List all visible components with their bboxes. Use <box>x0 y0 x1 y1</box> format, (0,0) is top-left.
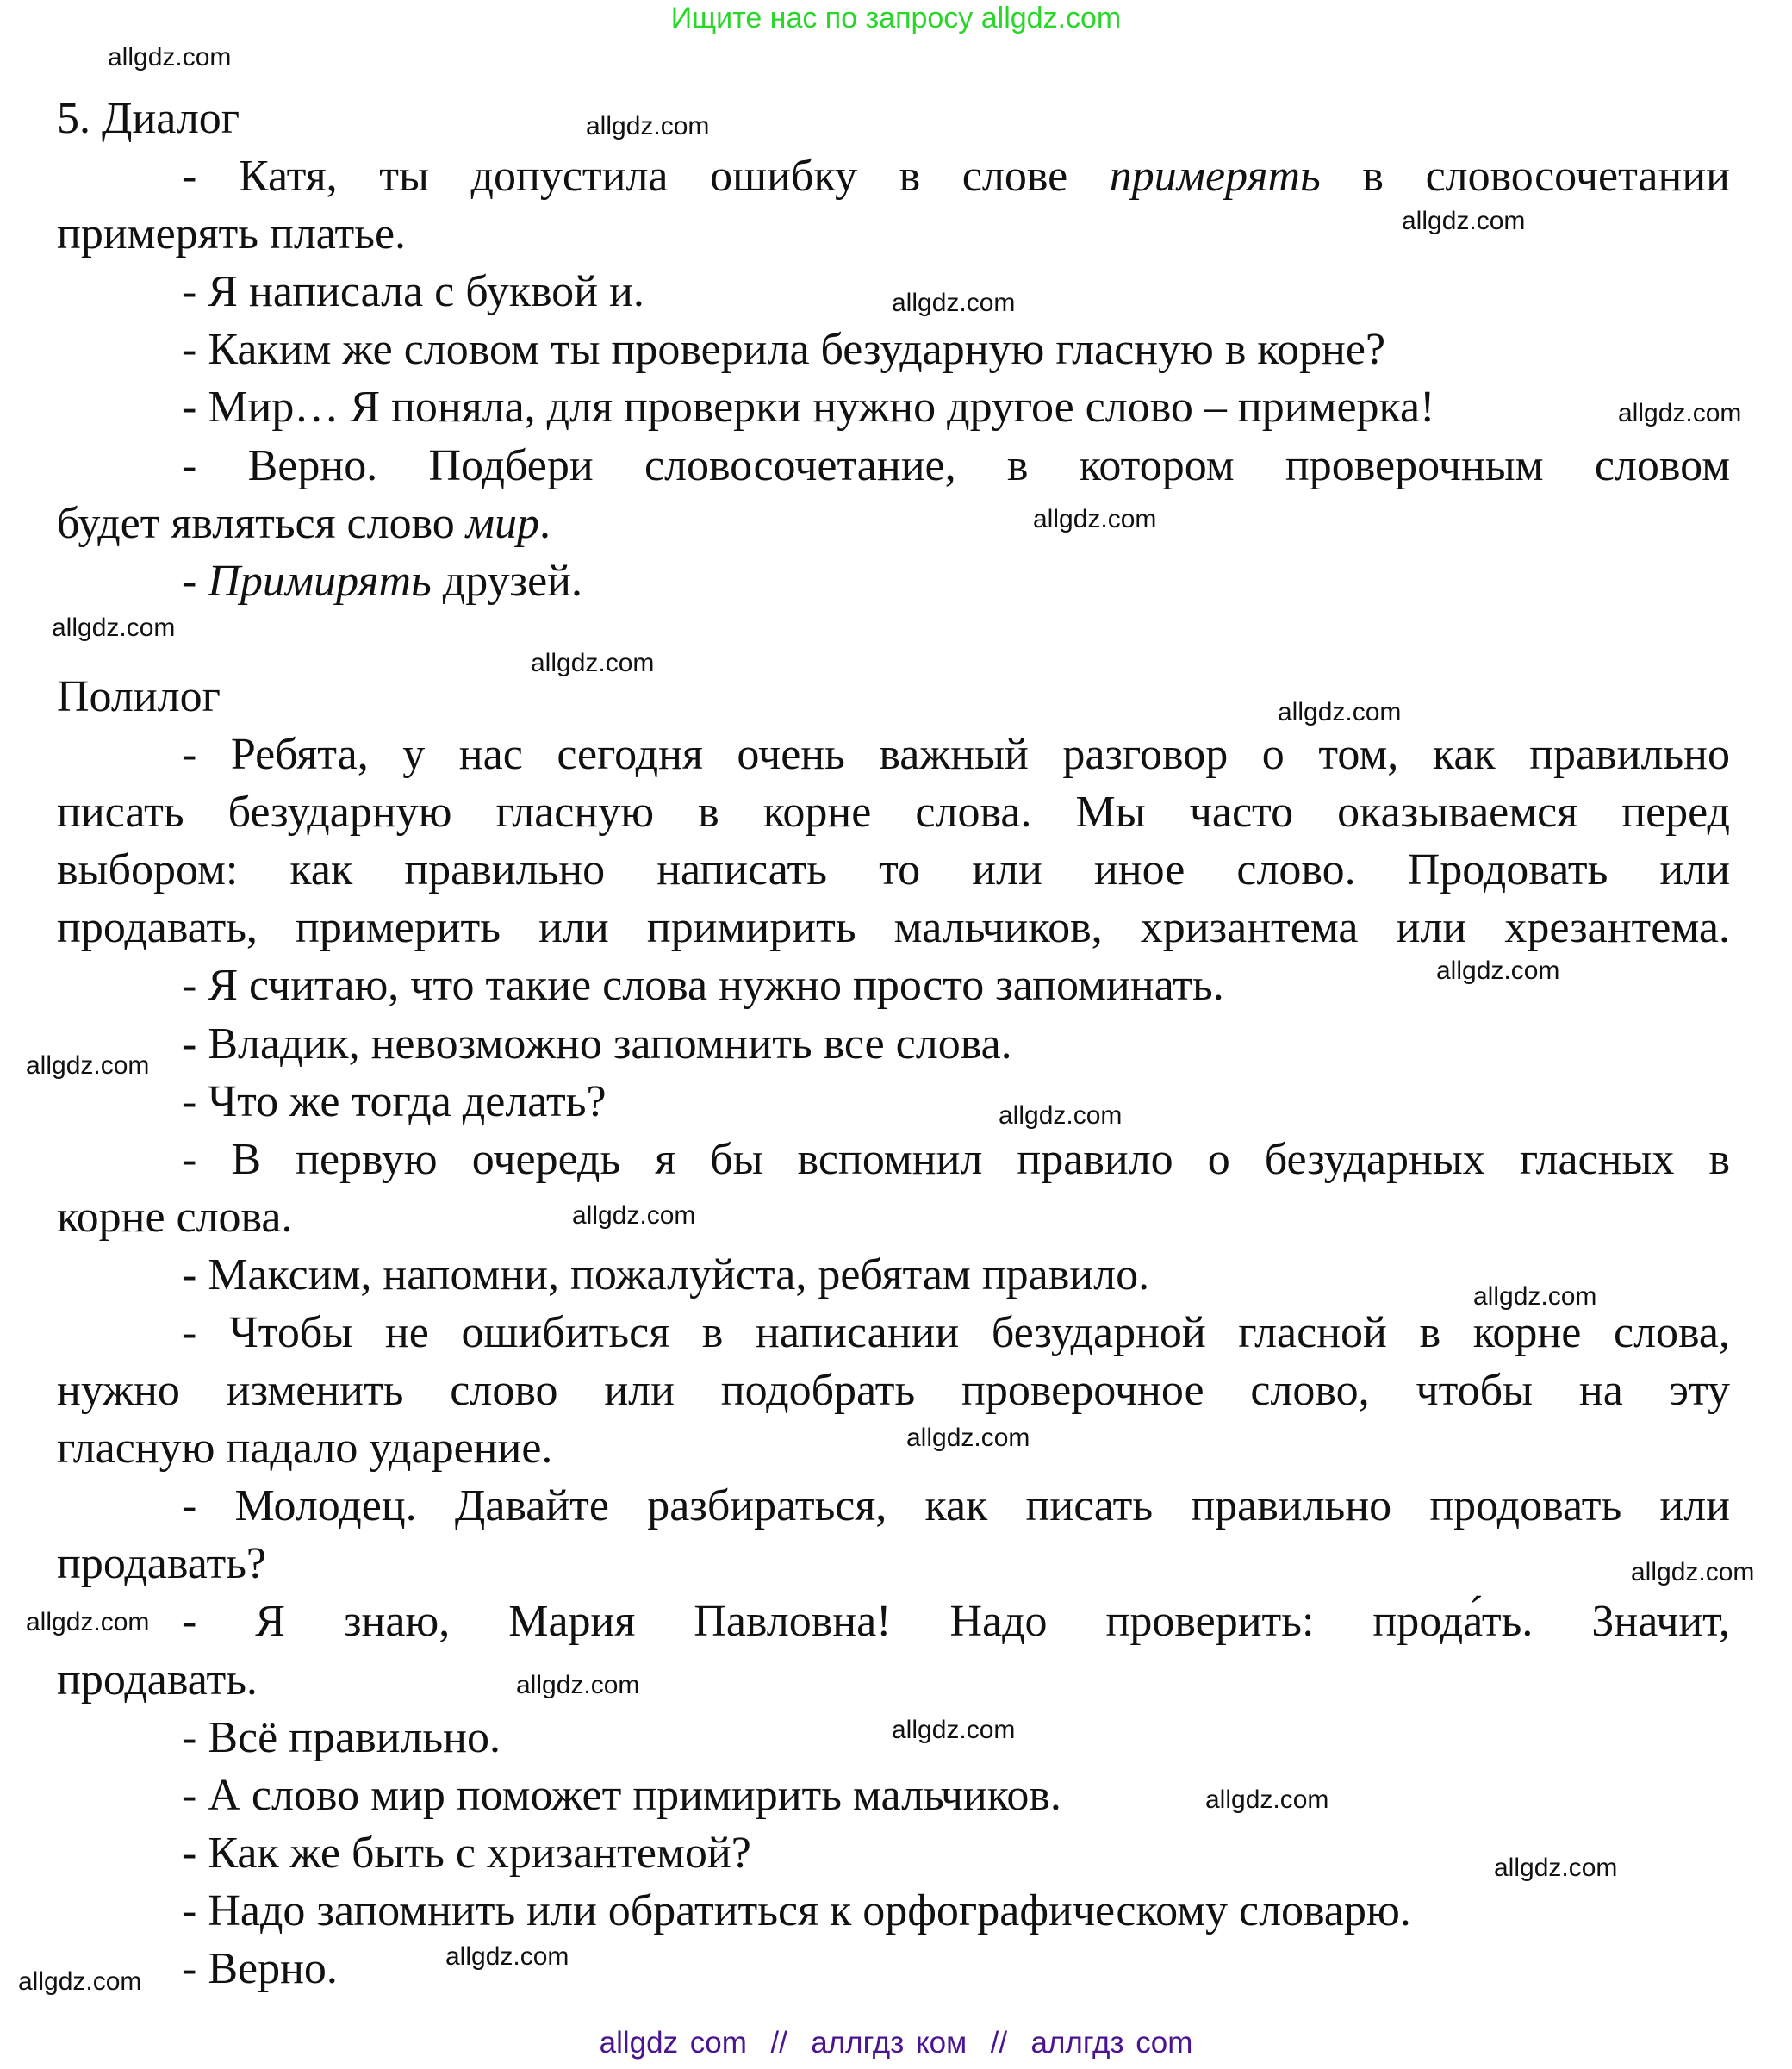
text-line <box>57 1535 1730 1592</box>
text-segment: - Что же тогда делать? <box>182 1076 607 1126</box>
footer-banner: allgdz com // аллгдз ком // аллгдз com <box>599 2026 1193 2060</box>
text-segment: выбором: как правильно написать то или иное слово. Продовать или <box>57 845 1730 895</box>
text-segment: - Мир… Я поняла, для проверки нужно другое слово – примерка! <box>182 383 1435 433</box>
watermark-text: allgdz.com <box>445 1942 569 1971</box>
text-segment: - Всё правильно. <box>182 1712 501 1762</box>
text-segment: примерять платье. <box>57 209 407 259</box>
text-line <box>57 1015 1730 1073</box>
document-body <box>57 90 1730 1997</box>
watermark-text: allgdz.com <box>999 1101 1123 1130</box>
text-segment: - Как же быть с хризантемой? <box>182 1828 751 1878</box>
text-segment: - Владик, невозможно запомнить все слова. <box>182 1019 1012 1069</box>
watermark-text: allgdz.com <box>1618 399 1742 427</box>
watermark-text: allgdz.com <box>1436 957 1560 985</box>
watermark-text: allgdz.com <box>1494 1854 1618 1882</box>
text-line <box>57 1304 1730 1362</box>
italic-word: Примирять <box>208 556 432 606</box>
text-line <box>57 1592 1730 1650</box>
watermark-text: allgdz.com <box>1402 207 1526 235</box>
text-segment: нужно изменить слово или подобрать проверочное слово, чтобы на эту <box>57 1366 1730 1416</box>
text-segment: продавать? <box>57 1539 266 1589</box>
text-segment: в словосочетании <box>1320 152 1730 202</box>
watermark-text: allgdz.com <box>1278 698 1402 726</box>
italic-word: примерять <box>1109 152 1321 202</box>
text-segment: 5. Диалог <box>57 94 240 143</box>
text-line <box>57 437 1730 495</box>
text-segment: - Молодец. Давайте разбираться, как писать правильно продовать или <box>182 1481 1730 1531</box>
watermark-text: allgdz.com <box>586 112 710 140</box>
text-line <box>57 1651 1730 1709</box>
watermark-text: allgdz.com <box>531 649 655 677</box>
text-line <box>57 321 1730 378</box>
watermark-text: allgdz.com <box>892 289 1016 317</box>
watermark-text: allgdz.com <box>516 1671 640 1699</box>
text-segment: - А слово мир поможет примирить мальчиков. <box>182 1770 1061 1820</box>
blank-line <box>57 610 1730 668</box>
watermark-text: allgdz.com <box>906 1424 1030 1452</box>
text-line <box>57 899 1730 957</box>
text-segment: - Я знаю, Мария Павловна! Надо проверить: прода́ть. Значит, <box>182 1597 1730 1647</box>
text-segment: продавать, примерить или примирить мальчиков, хризантема или хрезантема. <box>57 903 1730 953</box>
text-line <box>57 552 1730 610</box>
text-segment: - Верно. Подбери словосочетание, в котором проверочным словом <box>182 440 1730 490</box>
text-line <box>57 147 1730 205</box>
watermark-text: allgdz.com <box>572 1201 696 1230</box>
text-line <box>57 1882 1730 1940</box>
text-segment: - Чтобы не ошибиться в написании безударной гласной в корне слова, <box>182 1307 1730 1357</box>
text-line <box>57 726 1730 783</box>
text-segment: - <box>182 556 208 606</box>
text-segment: друзей. <box>431 556 583 606</box>
text-segment: гласную падало ударение. <box>57 1424 553 1474</box>
watermark-text: allgdz.com <box>108 43 232 72</box>
watermark-text: allgdz.com <box>18 1967 142 1996</box>
watermark-text: allgdz.com <box>1631 1558 1755 1586</box>
text-line <box>57 90 1730 147</box>
watermark-text: allgdz.com <box>52 614 176 642</box>
text-segment: - Я написала с буквой и. <box>182 267 644 317</box>
italic-word: мир <box>465 498 539 548</box>
text-line <box>57 783 1730 841</box>
text-line <box>57 378 1730 436</box>
text-line <box>57 1940 1730 1997</box>
text-segment: . <box>538 498 551 548</box>
text-segment: - Ребята, у нас сегодня очень важный разговор о том, как правильно <box>182 730 1730 780</box>
text-segment: - Каким же словом ты проверила безударную гласную в корне? <box>182 325 1386 375</box>
watermark-text: allgdz.com <box>1033 505 1157 533</box>
text-line <box>57 1362 1730 1419</box>
header-banner: Ищите нас по запросу allgdz.com <box>670 2 1122 34</box>
watermark-text: allgdz.com <box>26 1051 150 1080</box>
text-line <box>57 1188 1730 1246</box>
text-segment: - В первую очередь я бы вспомнил правило о безударных гласных в <box>182 1134 1730 1184</box>
text-segment: - Максим, напомни, пожалуйста, ребятам правило. <box>182 1250 1150 1299</box>
text-segment: продавать. <box>57 1655 258 1704</box>
text-segment: будет являться слово <box>57 498 466 548</box>
text-line <box>57 1131 1730 1188</box>
text-line <box>57 1073 1730 1131</box>
watermark-text: allgdz.com <box>1473 1282 1597 1311</box>
text-line <box>57 1824 1730 1882</box>
text-line <box>57 495 1730 552</box>
text-segment: - Надо запомнить или обратиться к орфографическому словарю. <box>182 1885 1411 1935</box>
text-line <box>57 1767 1730 1824</box>
text-line <box>57 1477 1730 1535</box>
watermark-text: allgdz.com <box>26 1608 150 1636</box>
text-segment: - Катя, ты допустила ошибку в слове <box>182 152 1110 202</box>
text-line <box>57 668 1730 726</box>
text-segment: писать безударную гласную в корне слова. Мы часто оказываемся перед <box>57 788 1730 838</box>
text-segment: - Я считаю, что такие слова нужно просто запоминать. <box>182 961 1224 1011</box>
watermark-text: allgdz.com <box>1205 1785 1329 1814</box>
text-segment: - Верно. <box>182 1944 338 1993</box>
watermark-text: allgdz.com <box>892 1716 1016 1744</box>
text-segment: корне слова. <box>57 1192 293 1242</box>
text-line <box>57 841 1730 899</box>
text-segment: Полилог <box>57 671 221 721</box>
text-line <box>57 1419 1730 1477</box>
